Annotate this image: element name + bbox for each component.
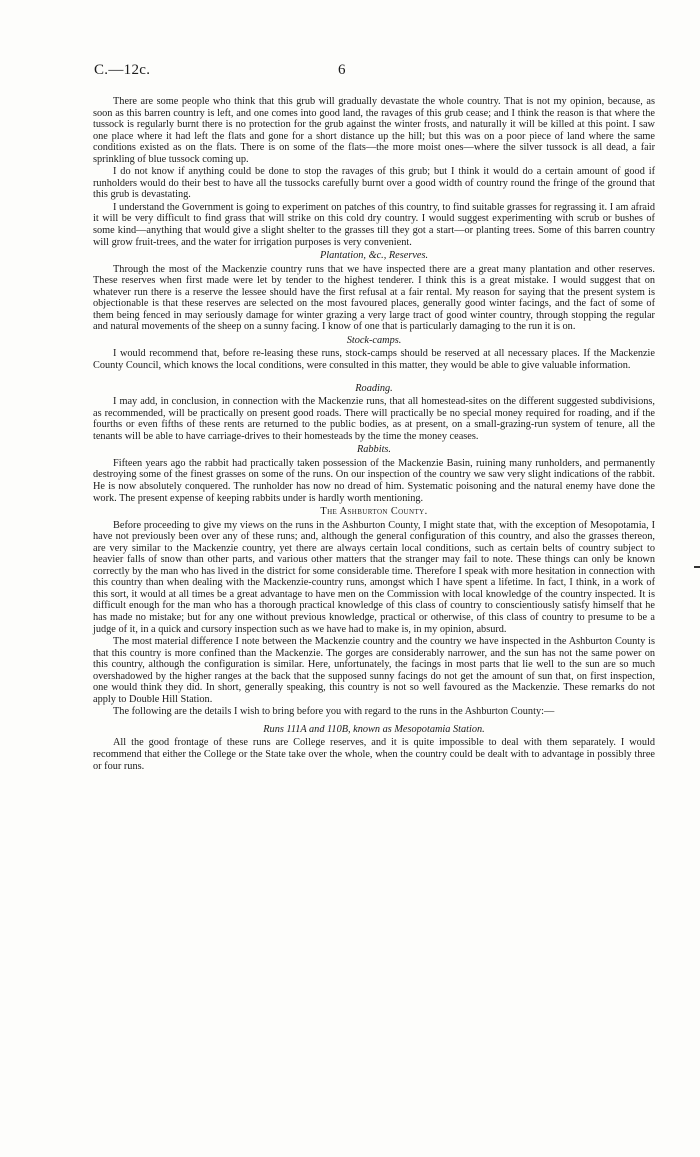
section-heading-mesopotamia-runs: Runs 111A and 110B, known as Mesopotamia Station.	[263, 723, 485, 735]
paragraph: The following are the details I wish to bring before you with regard to the runs in the Ashburton County:—	[113, 706, 555, 718]
paragraph: Fifteen years ago the rabbit had practically taken possession of the Mackenzie Basin, ruining many runholders, and permanently destroying some of the finest grasses on some of the runs. On our inspection of the country we saw very slight indications of the rabbit. He is now absolutely conquered. The runholder has now no dread of him. Systematic poisoning and the natural enemy have done the work. The present expense of keeping rabbits under is hardly worth mentioning.	[93, 457, 655, 504]
section-heading-roading: Roading.	[355, 382, 393, 394]
margin-mark	[694, 566, 700, 568]
paragraph: I understand the Government is going to experiment on patches of this country, to find suitable grasses for regrassing it. I am afraid it will be very difficult to find grass that will strike on this cold dry country. I would suggest experimenting with scrub or bushes of some kind—anything that would give a slight shelter to the grasses till they got a start—or planting trees. Some of this barren country will grow fruit-trees, and the water for irrigation purposes is very convenient.	[93, 201, 655, 248]
section-heading-plantation: Plantation, &c., Reserves.	[319, 250, 429, 262]
document-reference: C.—12c.	[94, 62, 151, 78]
paragraph: Through the most of the Mackenzie country runs that we have inspected there are a great many plantation and other reserves. These reserves when first made were let by tender to the highest tenderer. I think this is a great mistake. I would suggest that on whatever run there is a reserve the lessee should have the first refusal at a fair rental. My reason for saying that the present system is objectionable is that these reserves are selected on the most favoured places, generally good winter facings, and the fact of some of them being fenced in may seriously damage for winter grazing a very large tract of good winter country, through stopping the regular and natural movements of the sheep on a sunny facing. I know of one that is particularly damaging to the run it is on.	[93, 263, 655, 333]
paragraph: Before proceeding to give my views on the runs in the Ashburton County, I might state that, with the exception of Mesopotamia, I have not previously been over any of these runs; and, although the general configuration of this country, and also the grasses thereon, are very similar to the Mackenzie country, yet there are always certain local conditions, such as certain belts of country subject to heavier falls of snow than other parts, and various other matters that the stranger may fail to note. These things can only be known correctly by the man who has lived in the district for some considerable time. Therefore I speak with more hesitation in connection with this country than when dealing with the Mackenzie-country runs, amongst which I have spent a lifetime. In fact, I think, in a work of this sort, it would at all times be a great advantage to have men on the Commission with local knowledge of the country inspected. It is difficult enough for the man who has a thorough practical knowledge of this class of country to conscientiously satisfy himself that he has made no mistake; but for any one without previous knowledge, practical or otherwise, of this class of country to presume to be a judge of it, in a quick and cursory inspection such as we have had to make is, in my opinion, absurd.	[93, 519, 655, 635]
page-header	[94, 62, 654, 82]
paragraph: The most material difference I note between the Mackenzie country and the country we have inspected in the Ashburton County is that this country is more confined than the Mackenzie. The gorges are considerably narrower, and the sun has not the same power on this country, although the configuration is similar. Here, unfortunately, the facings in most parts that lie well to the sun are so much overshadowed by the higher ranges at the back that the supposed sunny facings do not get the amount of sun that, on first inspection, one would think they did. In short, generally speaking, this country is not so well favoured as the Mackenzie. These remarks do not apply to Double Hill Station.	[93, 636, 655, 705]
paragraph: I do not know if anything could be done to stop the ravages of this grub; but I think it would do a certain amount of good if runholders would do their best to have all the tussocks carefully burnt over a good width of country round the fringe of the ground that this grub is devastating.	[93, 166, 655, 201]
paragraph: I would recommend that, before re-leasing these runs, stock-camps should be reserved at all necessary places. If the Mackenzie County Council, which knows the local conditions, were consulted in this matter, they would be able to give valuable information.	[93, 348, 655, 372]
section-heading-rabbits: Rabbits.	[356, 444, 392, 456]
document-body	[93, 96, 655, 773]
paragraph: There are some people who think that this grub will gradually devastate the whole country. That is not my opinion, because, as soon as this barren country is left, and one comes into good land, the ravages of this grub cease; and I think the reason is that where the tussock is regularly burnt there is no protection for the grub against the winter frosts, and naturally it will be killed at this point. I saw one place where it had left the flats and gone for a short distance up the hill; but this was on a poor piece of land where the same conditions existed as on the flats. There is on some of the flats—the more moist ones—where the silver tussock is all dead, a fair sprinkling of blue tussock coming up.	[93, 96, 655, 165]
paragraph: All the good frontage of these runs are College reserves, and it is quite impossible to deal with them separately. I would recommend that either the College or the State take over the whole, when the country could be dealt with to advantage in possibly three or four runs.	[93, 737, 655, 772]
page-number: 6	[338, 62, 346, 78]
paragraph: I may add, in conclusion, in connection with the Mackenzie runs, that all homestead-sites on the different suggested subdivisions, as recommended, will be practically on present good roads. There will practically be no special money required for roading, and if the fourths or even fifths of these rents are returned to the public bodies, as at present, on a small-grazing-run system of tenure, all the tenants will be able to have carriage-drives to their homesteads by the time the money ceases.	[93, 396, 655, 442]
section-heading-stock-camps: Stock-camps.	[346, 334, 402, 346]
section-heading-ashburton-county: The Ashburton County.	[320, 506, 428, 518]
